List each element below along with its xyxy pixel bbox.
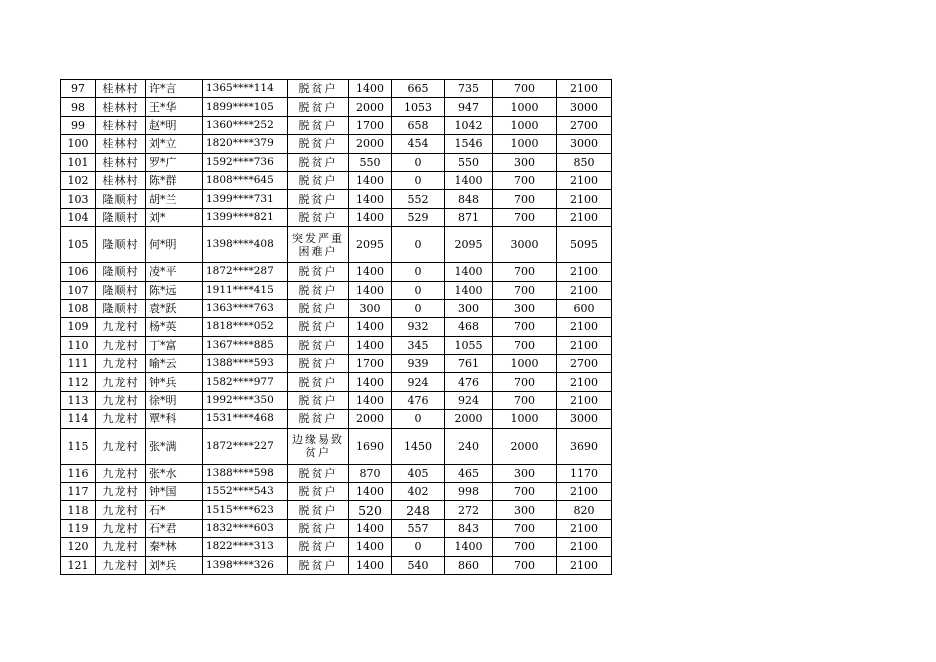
cell-amount-4: 300 (493, 464, 557, 482)
cell-category: 脱贫户 (288, 519, 349, 537)
cell-amount-2: 557 (392, 519, 445, 537)
cell-name: 刘* (146, 208, 203, 226)
cell-amount-1: 1400 (349, 483, 392, 501)
cell-phone: 1531****468 (203, 410, 288, 428)
table-row (61, 428, 612, 464)
cell-amount-4: 700 (493, 80, 557, 98)
cell-phone: 1398****408 (203, 227, 288, 263)
cell-category: 脱贫户 (288, 116, 349, 134)
table-row (61, 501, 612, 519)
cell-amount-1: 1700 (349, 355, 392, 373)
cell-amount-3: 2000 (445, 410, 493, 428)
cell-index: 114 (61, 410, 96, 428)
cell-village: 九龙村 (96, 410, 146, 428)
cell-amount-1: 1400 (349, 519, 392, 537)
table-row (61, 190, 612, 208)
cell-category: 脱贫户 (288, 556, 349, 574)
table-row (61, 171, 612, 189)
cell-amount-4: 700 (493, 171, 557, 189)
cell-amount-3: 465 (445, 464, 493, 482)
table-row (61, 299, 612, 317)
cell-amount-2: 540 (392, 556, 445, 574)
cell-amount-2: 345 (392, 336, 445, 354)
cell-village: 九龙村 (96, 556, 146, 574)
table-row (61, 116, 612, 134)
cell-index: 112 (61, 373, 96, 391)
cell-amount-2: 0 (392, 171, 445, 189)
cell-amount-3: 843 (445, 519, 493, 537)
cell-amount-1: 1400 (349, 556, 392, 574)
cell-amount-4: 1000 (493, 98, 557, 116)
cell-category: 脱贫户 (288, 391, 349, 409)
table-row (61, 281, 612, 299)
cell-amount-1: 2000 (349, 410, 392, 428)
cell-name: 刘*立 (146, 135, 203, 153)
cell-index: 106 (61, 263, 96, 281)
cell-amount-5: 2100 (557, 336, 612, 354)
table-row (61, 483, 612, 501)
cell-index: 101 (61, 153, 96, 171)
cell-index: 107 (61, 281, 96, 299)
cell-index: 110 (61, 336, 96, 354)
cell-name: 王*华 (146, 98, 203, 116)
cell-amount-4: 700 (493, 519, 557, 537)
cell-amount-3: 1400 (445, 263, 493, 281)
beneficiary-table (60, 79, 612, 575)
table-row (61, 318, 612, 336)
cell-phone: 1552****543 (203, 483, 288, 501)
cell-name: 陈*远 (146, 281, 203, 299)
cell-phone: 1515****623 (203, 501, 288, 519)
cell-village: 九龙村 (96, 483, 146, 501)
cell-amount-4: 700 (493, 556, 557, 574)
cell-amount-1: 2000 (349, 98, 392, 116)
cell-category: 脱贫户 (288, 464, 349, 482)
cell-phone: 1398****326 (203, 556, 288, 574)
table-row (61, 538, 612, 556)
cell-phone: 1818****052 (203, 318, 288, 336)
table-row (61, 410, 612, 428)
cell-amount-4: 1000 (493, 410, 557, 428)
table-row (61, 519, 612, 537)
cell-village: 九龙村 (96, 336, 146, 354)
table-row (61, 336, 612, 354)
table-row (61, 208, 612, 226)
cell-amount-2: 0 (392, 299, 445, 317)
cell-amount-2: 658 (392, 116, 445, 134)
cell-village: 九龙村 (96, 464, 146, 482)
cell-phone: 1872****227 (203, 428, 288, 464)
cell-phone: 1592****736 (203, 153, 288, 171)
cell-village: 九龙村 (96, 538, 146, 556)
cell-amount-2: 0 (392, 538, 445, 556)
cell-name: 陈*群 (146, 171, 203, 189)
cell-amount-5: 3000 (557, 98, 612, 116)
cell-amount-4: 1000 (493, 135, 557, 153)
cell-category: 脱贫户 (288, 190, 349, 208)
cell-name: 石*君 (146, 519, 203, 537)
cell-amount-3: 1546 (445, 135, 493, 153)
cell-category: 脱贫户 (288, 171, 349, 189)
cell-amount-2: 0 (392, 410, 445, 428)
cell-village: 九龙村 (96, 519, 146, 537)
cell-phone: 1820****379 (203, 135, 288, 153)
cell-category: 脱贫户 (288, 153, 349, 171)
cell-amount-2: 405 (392, 464, 445, 482)
cell-amount-2: 1450 (392, 428, 445, 464)
cell-phone: 1582****977 (203, 373, 288, 391)
cell-amount-3: 240 (445, 428, 493, 464)
cell-amount-3: 947 (445, 98, 493, 116)
cell-amount-3: 1400 (445, 281, 493, 299)
cell-amount-4: 2000 (493, 428, 557, 464)
cell-amount-3: 1400 (445, 538, 493, 556)
cell-amount-4: 700 (493, 336, 557, 354)
cell-amount-1: 1400 (349, 171, 392, 189)
cell-index: 105 (61, 227, 96, 263)
cell-amount-3: 476 (445, 373, 493, 391)
cell-amount-4: 1000 (493, 355, 557, 373)
cell-name: 刘*兵 (146, 556, 203, 574)
cell-index: 109 (61, 318, 96, 336)
cell-amount-5: 2700 (557, 355, 612, 373)
cell-index: 98 (61, 98, 96, 116)
cell-amount-3: 924 (445, 391, 493, 409)
cell-category: 脱贫户 (288, 208, 349, 226)
cell-index: 99 (61, 116, 96, 134)
cell-amount-1: 1400 (349, 538, 392, 556)
cell-name: 赵*明 (146, 116, 203, 134)
cell-village: 桂林村 (96, 153, 146, 171)
cell-name: 胡*兰 (146, 190, 203, 208)
cell-village: 隆顺村 (96, 190, 146, 208)
cell-index: 103 (61, 190, 96, 208)
cell-phone: 1365****114 (203, 80, 288, 98)
cell-category: 脱贫户 (288, 538, 349, 556)
cell-amount-2: 939 (392, 355, 445, 373)
cell-name: 何*明 (146, 227, 203, 263)
cell-amount-2: 932 (392, 318, 445, 336)
cell-amount-1: 1400 (349, 318, 392, 336)
table-row (61, 263, 612, 281)
cell-name: 袁*跃 (146, 299, 203, 317)
cell-amount-4: 700 (493, 190, 557, 208)
cell-village: 桂林村 (96, 171, 146, 189)
cell-phone: 1911****415 (203, 281, 288, 299)
cell-phone: 1808****645 (203, 171, 288, 189)
table-row (61, 464, 612, 482)
cell-category: 脱贫户 (288, 98, 349, 116)
cell-amount-4: 700 (493, 483, 557, 501)
cell-amount-5: 2100 (557, 208, 612, 226)
cell-category: 脱贫户 (288, 299, 349, 317)
cell-village: 九龙村 (96, 501, 146, 519)
table-row (61, 355, 612, 373)
cell-amount-3: 550 (445, 153, 493, 171)
cell-phone: 1992****350 (203, 391, 288, 409)
cell-name: 徐*明 (146, 391, 203, 409)
table-row (61, 80, 612, 98)
cell-amount-2: 1053 (392, 98, 445, 116)
table-row (61, 373, 612, 391)
table-row (61, 227, 612, 263)
cell-amount-4: 700 (493, 538, 557, 556)
cell-amount-4: 3000 (493, 227, 557, 263)
cell-amount-4: 300 (493, 153, 557, 171)
cell-amount-3: 2095 (445, 227, 493, 263)
cell-amount-2: 529 (392, 208, 445, 226)
cell-amount-5: 820 (557, 501, 612, 519)
table-row (61, 556, 612, 574)
cell-name: 秦*林 (146, 538, 203, 556)
cell-phone: 1360****252 (203, 116, 288, 134)
cell-index: 121 (61, 556, 96, 574)
cell-amount-1: 1400 (349, 208, 392, 226)
cell-amount-3: 272 (445, 501, 493, 519)
cell-name: 杨*英 (146, 318, 203, 336)
cell-index: 119 (61, 519, 96, 537)
cell-index: 97 (61, 80, 96, 98)
cell-amount-3: 300 (445, 299, 493, 317)
cell-amount-3: 871 (445, 208, 493, 226)
cell-category: 脱贫户 (288, 263, 349, 281)
cell-village: 隆顺村 (96, 299, 146, 317)
cell-category: 脱贫户 (288, 501, 349, 519)
cell-name: 张*水 (146, 464, 203, 482)
cell-name: 覃*科 (146, 410, 203, 428)
cell-index: 116 (61, 464, 96, 482)
cell-category: 脱贫户 (288, 373, 349, 391)
cell-name: 凌*平 (146, 263, 203, 281)
cell-amount-5: 2100 (557, 171, 612, 189)
cell-category: 突发严重困难户 (288, 227, 349, 263)
cell-amount-3: 468 (445, 318, 493, 336)
cell-amount-5: 2100 (557, 80, 612, 98)
cell-amount-1: 1400 (349, 263, 392, 281)
cell-amount-2: 476 (392, 391, 445, 409)
cell-village: 九龙村 (96, 428, 146, 464)
cell-phone: 1832****603 (203, 519, 288, 537)
cell-category: 脱贫户 (288, 336, 349, 354)
cell-amount-1: 870 (349, 464, 392, 482)
cell-amount-3: 1055 (445, 336, 493, 354)
cell-name: 许*言 (146, 80, 203, 98)
cell-amount-3: 848 (445, 190, 493, 208)
cell-amount-5: 2700 (557, 116, 612, 134)
cell-index: 104 (61, 208, 96, 226)
table-row (61, 153, 612, 171)
cell-amount-5: 2100 (557, 373, 612, 391)
cell-amount-5: 2100 (557, 391, 612, 409)
cell-amount-3: 860 (445, 556, 493, 574)
cell-amount-1: 2095 (349, 227, 392, 263)
cell-village: 九龙村 (96, 355, 146, 373)
cell-amount-4: 700 (493, 373, 557, 391)
cell-amount-1: 1690 (349, 428, 392, 464)
cell-village: 桂林村 (96, 135, 146, 153)
table-body (61, 80, 612, 575)
cell-name: 钟*兵 (146, 373, 203, 391)
cell-index: 102 (61, 171, 96, 189)
cell-amount-5: 2100 (557, 281, 612, 299)
cell-amount-2: 402 (392, 483, 445, 501)
cell-amount-2: 0 (392, 227, 445, 263)
cell-amount-3: 735 (445, 80, 493, 98)
cell-index: 113 (61, 391, 96, 409)
table-row (61, 391, 612, 409)
cell-amount-1: 1400 (349, 373, 392, 391)
cell-name: 张*满 (146, 428, 203, 464)
cell-name: 罗*广 (146, 153, 203, 171)
cell-amount-1: 550 (349, 153, 392, 171)
cell-amount-5: 2100 (557, 556, 612, 574)
cell-category: 脱贫户 (288, 135, 349, 153)
cell-amount-5: 5095 (557, 227, 612, 263)
cell-amount-2: 665 (392, 80, 445, 98)
cell-phone: 1388****593 (203, 355, 288, 373)
cell-amount-4: 700 (493, 208, 557, 226)
cell-amount-1: 1400 (349, 190, 392, 208)
cell-name: 喻*云 (146, 355, 203, 373)
cell-amount-1: 1700 (349, 116, 392, 134)
cell-amount-1: 2000 (349, 135, 392, 153)
cell-phone: 1872****287 (203, 263, 288, 281)
cell-amount-5: 2100 (557, 538, 612, 556)
cell-amount-5: 850 (557, 153, 612, 171)
cell-amount-1: 1400 (349, 80, 392, 98)
cell-index: 100 (61, 135, 96, 153)
cell-index: 111 (61, 355, 96, 373)
cell-phone: 1399****821 (203, 208, 288, 226)
cell-amount-5: 2100 (557, 318, 612, 336)
cell-amount-3: 1400 (445, 171, 493, 189)
cell-amount-2: 552 (392, 190, 445, 208)
cell-amount-4: 700 (493, 391, 557, 409)
cell-village: 隆顺村 (96, 227, 146, 263)
cell-amount-5: 1170 (557, 464, 612, 482)
cell-index: 118 (61, 501, 96, 519)
cell-village: 九龙村 (96, 373, 146, 391)
cell-amount-5: 2100 (557, 483, 612, 501)
table-row (61, 135, 612, 153)
cell-amount-5: 3000 (557, 410, 612, 428)
cell-amount-2: 924 (392, 373, 445, 391)
cell-phone: 1399****731 (203, 190, 288, 208)
cell-amount-5: 600 (557, 299, 612, 317)
cell-amount-4: 700 (493, 281, 557, 299)
cell-amount-5: 2100 (557, 519, 612, 537)
cell-amount-5: 2100 (557, 190, 612, 208)
cell-amount-2: 454 (392, 135, 445, 153)
cell-amount-4: 700 (493, 263, 557, 281)
cell-amount-1: 1400 (349, 281, 392, 299)
cell-amount-1: 300 (349, 299, 392, 317)
cell-phone: 1367****885 (203, 336, 288, 354)
cell-amount-2: 0 (392, 263, 445, 281)
cell-index: 115 (61, 428, 96, 464)
table-row (61, 98, 612, 116)
cell-category: 脱贫户 (288, 281, 349, 299)
cell-amount-4: 300 (493, 501, 557, 519)
cell-amount-5: 2100 (557, 263, 612, 281)
cell-village: 桂林村 (96, 98, 146, 116)
cell-village: 隆顺村 (96, 208, 146, 226)
cell-village: 九龙村 (96, 391, 146, 409)
cell-phone: 1363****763 (203, 299, 288, 317)
cell-amount-1: 520 (349, 501, 392, 519)
cell-category: 脱贫户 (288, 80, 349, 98)
cell-phone: 1899****105 (203, 98, 288, 116)
cell-phone: 1388****598 (203, 464, 288, 482)
cell-name: 石* (146, 501, 203, 519)
cell-village: 桂林村 (96, 116, 146, 134)
cell-amount-1: 1400 (349, 391, 392, 409)
cell-amount-3: 1042 (445, 116, 493, 134)
cell-index: 117 (61, 483, 96, 501)
cell-amount-2: 248 (392, 501, 445, 519)
cell-village: 隆顺村 (96, 263, 146, 281)
cell-amount-4: 700 (493, 318, 557, 336)
cell-category: 脱贫户 (288, 355, 349, 373)
cell-amount-5: 3000 (557, 135, 612, 153)
cell-amount-3: 998 (445, 483, 493, 501)
cell-village: 桂林村 (96, 80, 146, 98)
cell-village: 隆顺村 (96, 281, 146, 299)
cell-category: 脱贫户 (288, 483, 349, 501)
cell-category: 边缘易致贫户 (288, 428, 349, 464)
cell-amount-2: 0 (392, 281, 445, 299)
cell-amount-2: 0 (392, 153, 445, 171)
cell-amount-4: 300 (493, 299, 557, 317)
cell-index: 108 (61, 299, 96, 317)
cell-amount-3: 761 (445, 355, 493, 373)
cell-index: 120 (61, 538, 96, 556)
cell-name: 丁*富 (146, 336, 203, 354)
cell-amount-1: 1400 (349, 336, 392, 354)
cell-category: 脱贫户 (288, 318, 349, 336)
cell-amount-5: 3690 (557, 428, 612, 464)
cell-category: 脱贫户 (288, 410, 349, 428)
cell-phone: 1822****313 (203, 538, 288, 556)
cell-village: 九龙村 (96, 318, 146, 336)
cell-name: 钟*国 (146, 483, 203, 501)
cell-amount-4: 1000 (493, 116, 557, 134)
